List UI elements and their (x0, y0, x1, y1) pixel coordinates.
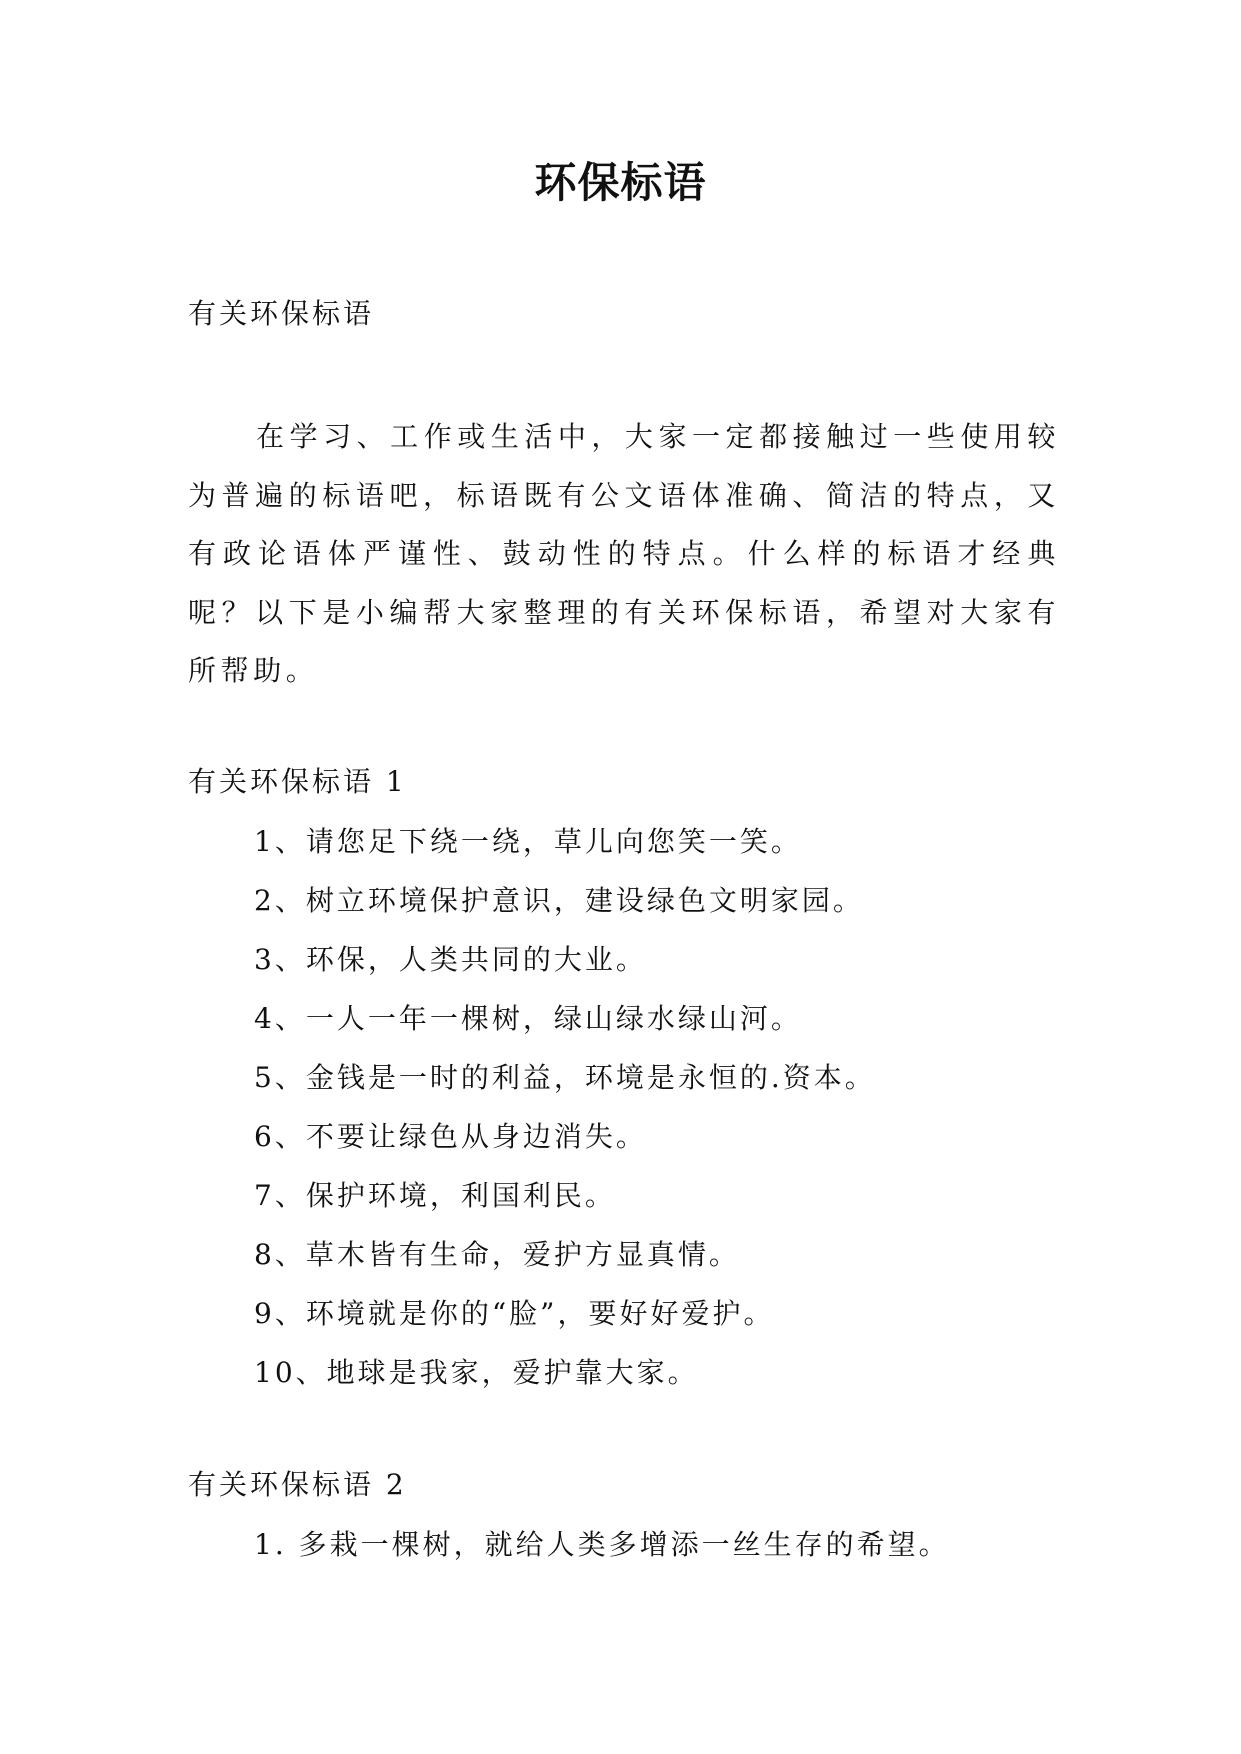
list-item: 8、草木皆有生命，爱护方显真情。 (254, 1238, 740, 1271)
list-item: 2、树立环境保护意识，建设绿色文明家园。 (254, 884, 864, 917)
document-title: 环保标语 (534, 158, 707, 207)
list-item: 1、请您足下绕一绕，草儿向您笑一笑。 (254, 825, 802, 858)
list-item: 7、保护环境，利国利民。 (254, 1179, 616, 1212)
list-item: 10、地球是我家，爱护靠大家。 (254, 1356, 699, 1389)
slogan-list (254, 1525, 950, 1584)
list-item: 9、环境就是你的“脸”，要好好爱护。 (254, 1297, 775, 1330)
list-item: 6、不要让绿色从身边消失。 (254, 1120, 647, 1153)
slogan-list (254, 822, 876, 1412)
document-subtitle: 有关环保标语 (188, 297, 375, 330)
list-item: 4、一人一年一棵树，绿山绿水绿山河。 (254, 1002, 802, 1035)
intro-paragraph: 在学习、工作或生活中，大家一定都接触过一些使用较为普遍的标语吧，标语既有公文语体准确、简洁的特点，又有政论语体严谨性、鼓动性的特点。什么样的标语才经典呢？以下是小编帮大家整理的有关环保标语，希望对大家有所帮助。 (188, 420, 1060, 687)
list-item: 5、金钱是一时的利益，环境是永恒的.资本。 (254, 1061, 876, 1094)
list-item: 3、环保，人类共同的大业。 (254, 943, 647, 976)
list-item: 1. 多栽一棵树，就给人类多增添一丝生存的希望。 (254, 1528, 950, 1561)
section-heading: 有关环保标语 2 (188, 1468, 407, 1501)
section-heading: 有关环保标语 1 (188, 765, 407, 798)
